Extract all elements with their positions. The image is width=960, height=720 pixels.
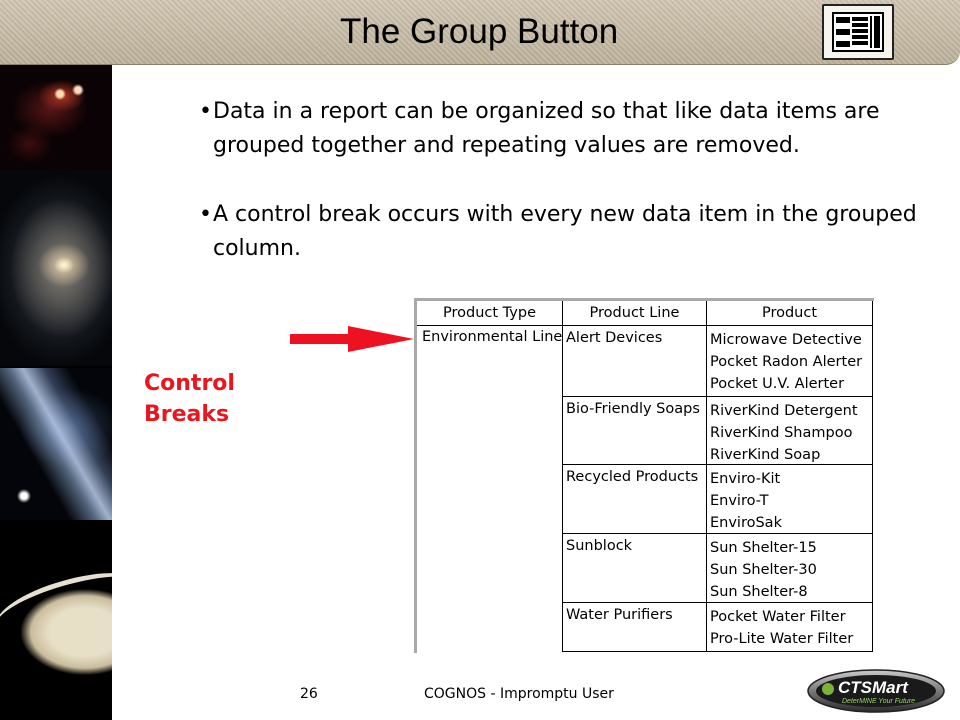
product-cell [707,326,873,397]
control-breaks-label [144,368,274,430]
spiral-galaxy-photo [0,170,112,366]
product-item: Pro-Lite Water Filter [710,631,854,647]
product-item: RiverKind Soap [710,447,821,463]
product-line-cell: Bio-Friendly Soaps [563,397,707,465]
product-item: Enviro-Kit [710,471,781,487]
comet-photo [0,368,112,520]
ctsmart-logo [806,668,946,714]
report-table [414,298,874,653]
bullet-text: Data in a report can be organized so that like data items are grouped together and repeating values are removed. [213,99,880,158]
product-item: Pocket Water Filter [710,609,846,625]
saturn-photo [0,522,112,720]
product-type-cell: Environmental Line [417,326,563,652]
product-item: Enviro-T [710,493,769,509]
product-item: Microwave Detective [710,332,862,348]
product-line-cell: Sunblock [563,534,707,603]
product-cell [707,603,873,652]
group-button-icon [822,4,894,60]
title-bar [0,0,960,65]
control-breaks-line2: Breaks [144,402,230,427]
group-icon-lines [834,14,882,50]
red-arrow-icon [290,326,414,352]
slide-number: 26 [300,686,318,702]
left-photo-strip [0,0,112,720]
logo-tagline: DeterMINE Your Future [842,698,916,705]
product-cell [707,534,873,603]
product-item: EnviroSak [710,515,782,531]
column-header-product-line: Product Line [563,301,707,326]
product-item: Pocket Radon Alerter [710,354,863,370]
product-item: Sun Shelter-8 [710,584,808,600]
bullet-item [199,95,939,163]
product-line-cell: Water Purifiers [563,603,707,652]
saturn-ring [0,560,112,648]
product-item: Pocket U.V. Alerter [710,376,845,392]
product-item: RiverKind Shampoo [710,425,853,441]
logo-brand: CTSMart [838,678,908,697]
product-line-cell: Recycled Products [563,465,707,534]
product-cell [707,397,873,465]
logo-mark [822,683,834,695]
footer-text: COGNOS - Impromptu User [424,686,614,702]
bullet-text: A control break occurs with every new data item in the grouped column. [213,202,917,261]
product-item: Sun Shelter-15 [710,540,817,556]
product-item: RiverKind Detergent [710,403,858,419]
column-header-product-type: Product Type [417,301,563,326]
nebula-photo [0,64,112,170]
page-title: The Group Button [340,12,619,51]
column-header-product: Product [707,301,873,326]
product-cell [707,465,873,534]
bullet-marker: • [199,99,212,124]
product-line-cell: Alert Devices [563,326,707,397]
product-item: Sun Shelter-30 [710,562,817,578]
bullet-item [199,198,939,266]
control-breaks-line1: Control [144,371,235,396]
group-icon-grid [832,12,884,52]
bullet-marker: • [199,202,212,227]
